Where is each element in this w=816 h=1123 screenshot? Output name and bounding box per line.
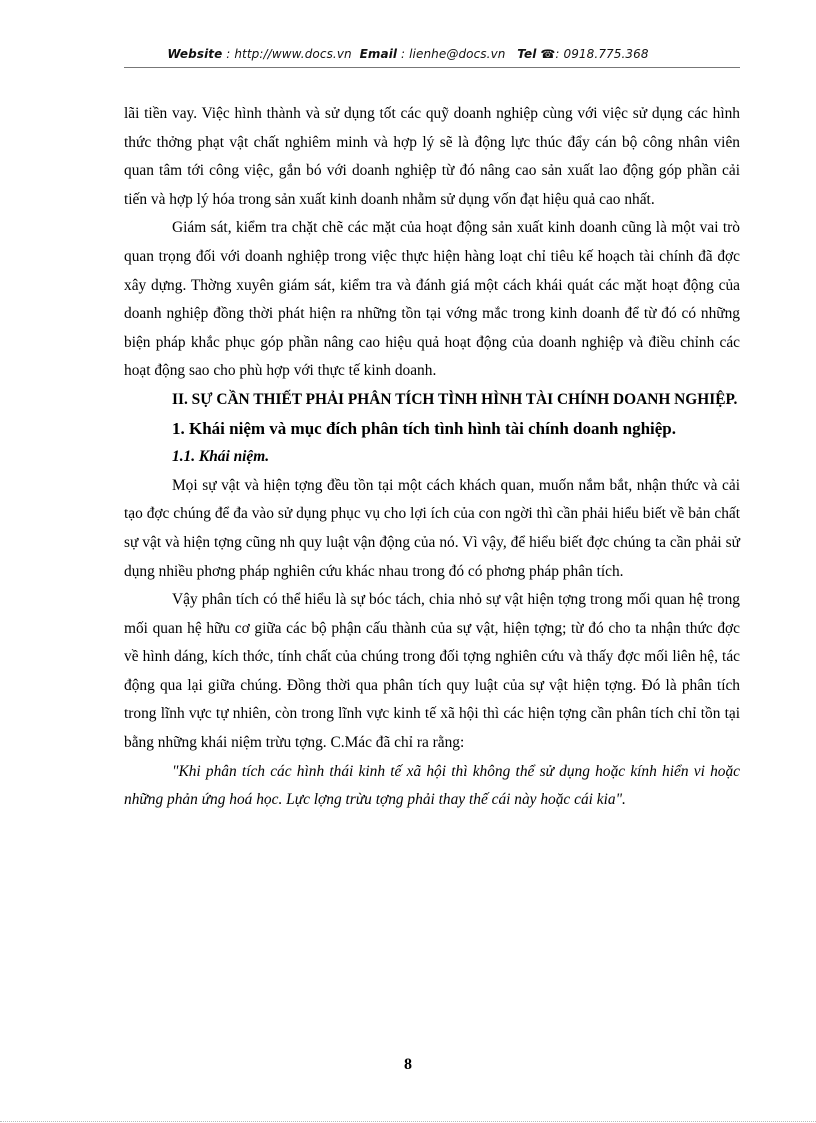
section-heading: II. SỰ CẦN THIẾT PHẢI PHÂN TÍCH TÌNH HÌNH TÀI CHÍNH DOANH NGHIỆP.: [172, 390, 738, 408]
email-value: : lienhe@docs.vn: [401, 47, 506, 61]
page-bottom-border: [0, 1121, 816, 1122]
page-header: [0, 47, 816, 61]
website-value: : http://www.docs.vn: [226, 47, 352, 61]
paragraph: Giám sát, kiểm tra chặt chẽ các mặt của hoạt động sản xuất kinh doanh cũng là một vai trò quan trọng đối với doanh nghiệp trong việc thực hiện hàng loạt chỉ tiêu kế hoạch tài chính đã đợc xây dựng. Thờng xuyên giám sát, kiểm tra và đánh giá một cách khái quát các mặt hoạt động của doanh nghiệp đồng thời phát hiện ra những tồn tại vớng mắc trong kinh doanh để từ đó có những biện pháp khắc phục góp phần nâng cao hiệu quả hoạt động của doanh nghiệp và điều chỉnh các hoạt động sao cho phù hợp với thực tế kinh doanh.: [124, 219, 740, 380]
website-label: Website: [167, 47, 223, 61]
email-label: Email: [359, 47, 398, 61]
tel-label: Tel: [517, 47, 537, 61]
header-rule: [124, 67, 740, 68]
subsubsection-heading: 1.1. Khái niệm.: [172, 448, 270, 466]
paragraph: lãi tiền vay. Việc hình thành và sử dụng tốt các quỹ doanh nghiệp cùng với việc sử dụng các hình thức thởng phạt vật chất nghiêm minh và hợp lý sẽ là động lực thúc đẩy cán bộ công nhân viên quan tâm tới công việc, gắn bó với doanh nghiệp từ đó nâng cao sản xuất lao động góp phần cải tiến và hợp lý hóa trong sản xuất kinh doanh nhằm sử dụng vốn đạt hiệu quả cao nhất.: [124, 105, 740, 208]
paragraph: Vậy phân tích có thể hiểu là sự bóc tách, chia nhỏ sự vật hiện tợng trong mối quan hệ trong mối quan hệ hữu cơ giữa các bộ phận cấu thành của sự vật, hiện tợng; từ đó cho ta nhận thức đợc về hình dáng, kích thớc, tính chất của chúng trong đối tợng nghiên cứu và thấy đợc mối liên hệ, tác động qua lại giữa chúng. Đồng thời qua phân tích quy luật của sự vật hiện tợng. Đó là phân tích trong lĩnh vực tự nhiên, còn trong lĩnh vực kinh tế xã hội thì các hiện tợng cần phân tích chỉ tồn tại bằng những khái niệm trừu tợng. C.Mác đã chỉ ra rằng:: [124, 591, 740, 752]
quotation: "Khi phân tích các hình thái kinh tế xã hội thì không thể sử dụng hoặc kính hiển vi hoặc những phản ứng hoá học. Lực lợng trừu tợng phải thay thế cái này hoặc cái kia".: [124, 762, 740, 809]
subsection-heading: 1. Khái niệm và mục đích phân tích tình hình tài chính doanh nghiệp.: [172, 418, 677, 438]
tel-value: ☎: 0918.775.368: [540, 47, 649, 61]
document-body: [124, 100, 740, 815]
paragraph: Mọi sự vật và hiện tợng đều tồn tại một cách khách quan, muốn nắm bắt, nhận thức và cải tạo đợc chúng để đa vào sử dụng phục vụ cho lợi ích của con ngời thì cần phải hiểu biết về bản chất sự vật và hiện tợng cũng nh quy luật vận động của nó. Vì vậy, để hiểu biết đợc chúng ta cần phải sử dụng nhiều phơng pháp nghiên cứu khác nhau trong đó có phơng pháp phân tích.: [124, 476, 740, 580]
page-number: 8: [404, 1056, 412, 1073]
